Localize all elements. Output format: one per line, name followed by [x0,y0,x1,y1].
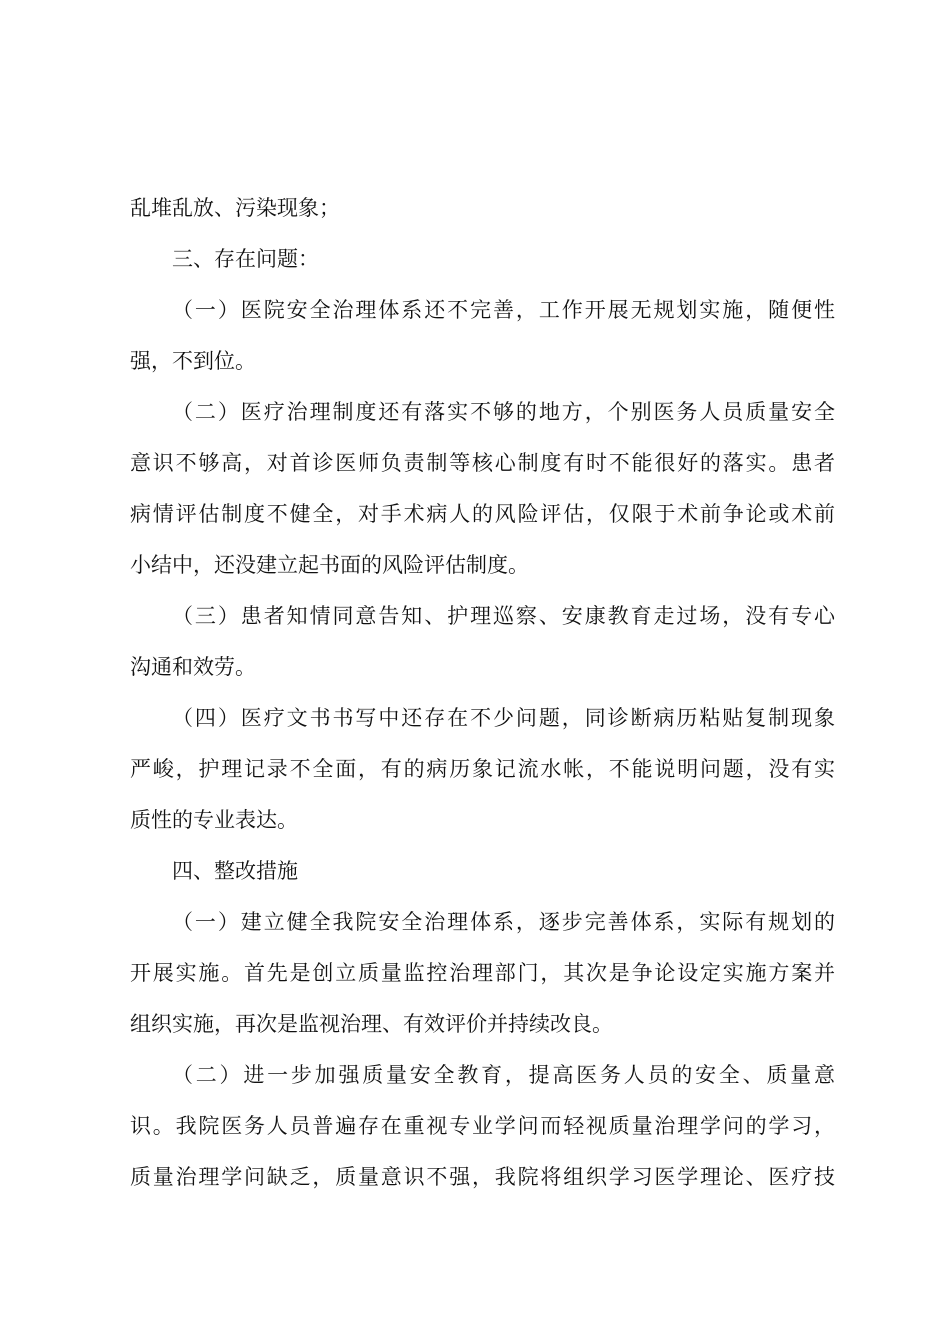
paragraph-line: 沟通和效劳。 [130,655,256,679]
paragraph-line: 小结中，还没建立起书面的风险评估制度。 [130,553,529,577]
paragraph-line: 意识不够高，对首诊医师负责制等核心制度有时不能很好的落实。患者 [130,451,835,475]
section-heading: 四、整改措施 [172,859,298,883]
paragraph-line: 开展实施。首先是创立质量监控治理部门，其次是争论设定实施方案并 [130,961,835,985]
paragraph-line: 质量治理学问缺乏，质量意识不强，我院将组织学习医学理论、医疗技 [130,1165,835,1189]
paragraph-line: （四）医疗文书书写中还存在不少问题，同诊断病历粘贴复制现象 [172,706,835,730]
text-line: 乱堆乱放、污染现象； [130,196,340,220]
paragraph-line: 严峻，护理记录不全面，有的病历象记流水帐，不能说明问题，没有实 [130,757,835,781]
paragraph-line: 组织实施，再次是监视治理、有效评价并持续改良。 [130,1012,613,1036]
paragraph-line: （三）患者知情同意告知、护理巡察、安康教育走过场，没有专心 [172,604,835,628]
paragraph-line: （二）进一步加强质量安全教育，提高医务人员的安全、质量意 [172,1063,835,1087]
paragraph-line: 识。我院医务人员普遍存在重视专业学问而轻视质量治理学问的学习， [130,1114,835,1138]
section-heading: 三、存在问题： [172,247,319,271]
paragraph-line: 病情评估制度不健全，对手术病人的风险评估，仅限于术前争论或术前 [130,502,835,526]
paragraph-line: （一）建立健全我院安全治理体系，逐步完善体系，实际有规划的 [172,910,835,934]
paragraph-line: 质性的专业表达。 [130,808,298,832]
paragraph-line: （二）医疗治理制度还有落实不够的地方，个别医务人员质量安全 [172,400,835,424]
paragraph-line: （一）医院安全治理体系还不完善，工作开展无规划实施，随便性 [172,298,835,322]
paragraph-line: 强，不到位。 [130,349,256,373]
